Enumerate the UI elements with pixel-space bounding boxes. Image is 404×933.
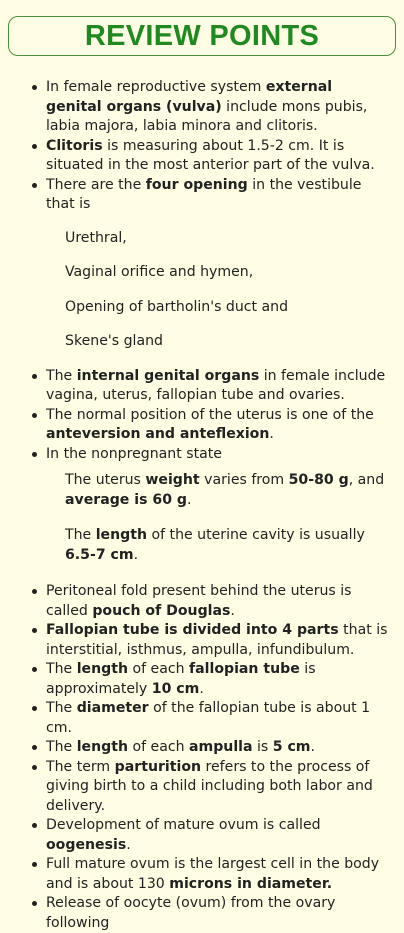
- opening-vaginal: Vaginal orifice and hymen,: [65, 264, 254, 280]
- bullet-ampulla-length: The length of each ampulla is 5 cm.: [46, 738, 392, 758]
- uterus-weight: The uterus weight varies from 50-80 g, and average is 60 g.: [65, 472, 385, 508]
- title-box: [8, 16, 396, 56]
- page-title: REVIEW POINTS: [84, 19, 320, 52]
- review-list: [0, 78, 404, 933]
- bullet-fallopian-diameter: The diameter of the fallopian tube is about 1 cm.: [46, 699, 392, 738]
- bullet-clitoris: Clitoris is measuring about 1.5-2 cm. It is situated in the most anterior part of the vulva.: [46, 137, 392, 176]
- bullet-four-openings: There are the four opening in the vestibule that is: [46, 176, 392, 215]
- bullet-uterus-position: The normal position of the uterus is one of the anteversion and anteflexion.: [46, 406, 392, 445]
- bullet-fallopian-length: The length of each fallopian tube is approximately 10 cm.: [46, 660, 392, 699]
- bullet-oogenesis: Development of mature ovum is called oogenesis.: [46, 816, 392, 855]
- bullet-ovulation: Release of oocyte (ovum) from the ovary following: [46, 894, 392, 933]
- bullet-vulva: In female reproductive system external genital organs (vulva) include mons pubis, labia majora, labia minora and clitoris.: [46, 78, 392, 137]
- bullet-nonpregnant: In the nonpregnant state: [46, 445, 392, 465]
- opening-skene: Skene's gland: [65, 333, 163, 349]
- bullet-internal-organs: The internal genital organs in female include vagina, uterus, fallopian tube and ovaries.: [46, 367, 392, 406]
- opening-urethral: Urethral,: [65, 229, 127, 246]
- uterine-cavity-length: The length of the uterine cavity is usually 6.5-7 cm.: [65, 527, 365, 563]
- bullet-fallopian-parts: Fallopian tube is divided into 4 parts that is interstitial, isthmus, ampulla, infundibulum.: [46, 621, 392, 660]
- bullet-parturition: The term parturition refers to the process of giving birth to a child including both labor and delivery.: [46, 758, 392, 817]
- opening-bartholin: Opening of bartholin's duct and: [65, 298, 289, 315]
- bullet-ovum-size: Full mature ovum is the largest cell in the body and is about 130 microns in diameter.: [46, 855, 392, 894]
- bullet-pouch-douglas: Peritoneal fold present behind the uterus is called pouch of Douglas.: [46, 582, 392, 621]
